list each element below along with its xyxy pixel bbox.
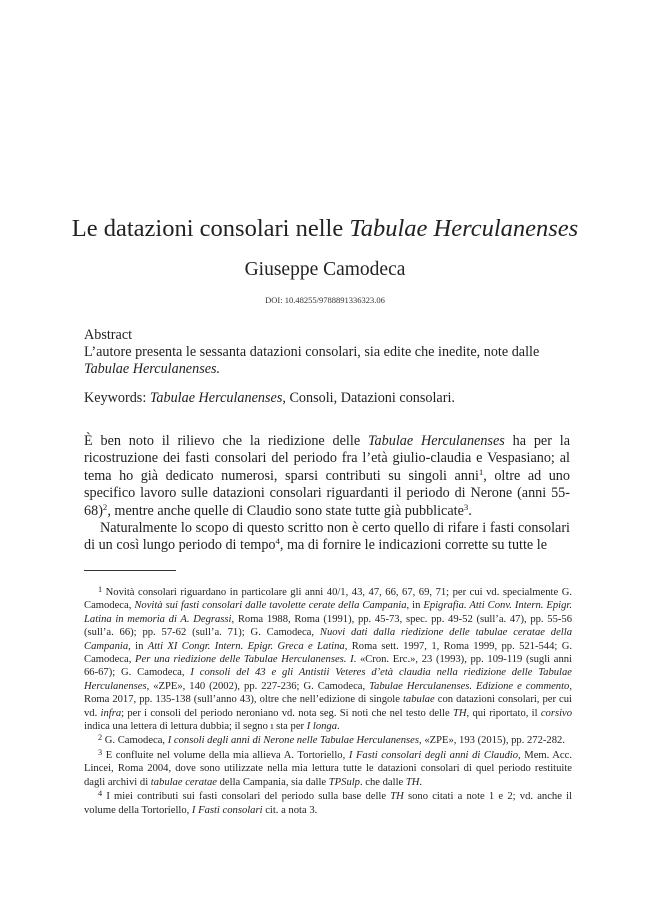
author-name: Giuseppe Camodeca: [244, 259, 406, 280]
title-italic: Tabulae Herculanenses: [349, 215, 579, 242]
footnote-ref-3[interactable]: 3: [463, 501, 469, 512]
footnote-3: $^3$ E confluite nel volume della mia allieva A. Tortoriello, I Fasti consolari degli anni di Claudio, Mem. Acc. Lincei, Roma 2004, dove sono utilizzate nella mia lettura tutte le datazioni consolari di quel periodo restituite dagli archivi di tabulae ceratae della Campania, sia dalle TPSulp. che dalle TH.: [84, 747, 572, 788]
abstract-heading: Abstract: [84, 327, 133, 343]
footnote-ref-1[interactable]: 1: [478, 466, 484, 477]
article-title: [70, 214, 580, 244]
title-text: Le datazioni consolari nelle: [71, 215, 350, 242]
abstract-text: L’autore presenta le sessanta datazioni consolari, sia edite che inedite, note dalle Tabulae Herculanenses.: [84, 344, 540, 377]
footnotes: [84, 586, 572, 818]
abstract: [84, 327, 574, 378]
keywords: Keywords: Tabulae Herculanenses, Consoli, Datazioni consolari.: [84, 390, 455, 406]
body-text: [84, 433, 570, 555]
footnote-1: $^1$ Novità consolari riguardano in particolare gli anni 40/1, 43, 47, 66, 67, 69, 71; per cui vd. specialmente G. Camodeca, Novità sui fasti consolari dalle tavolette cerate della Campania, in Epigrafia. Atti Conv. Intern. Epigr. Latina in memoria di A. Degrassi, Roma 1988, Roma (1991), pp. 45-73, spec. pp. 49-52 (sull’a. 47), pp. 55-56 (sull’a. 66); pp. 57-62 (sull’a. 71); G. Camodeca, Nuovi dati dalla riedizione delle tabulae ceratae della Campania, in Atti XI Congr. Intern. Epigr. Greca e Latina, Roma sett. 1997, 1, Roma 1999, pp. 521-544; G. Camodeca, Per una riedizione delle Tabulae Herculanenses. I. «Cron. Erc.», 23 (1993), pp. 109-119 (sugli anni 66-67); G. Camodeca, I consoli del 43 e gli Antistii Veteres d’età claudia nella riedizione delle Tabulae Herculanenses, «ZPE», 140 (2002), pp. 227-236; G. Camodeca, Tabulae Herculanenses. Edizione e commento, Roma 2017, pp. 135-138 (sull’anno 43), oltre che nell’edizione di singole tabulae con datazioni consolari, per cui vd. infra; per i consoli del periodo neroniano vd. nota seg. Si noti che nel testo delle TH, qui riportato, il corsivo indica una lettera di lettura dubbia; il segno ı sta per I longa.: [84, 585, 573, 733]
footnote-ref-2[interactable]: 2: [102, 501, 108, 512]
paragraph-2: Naturalmente lo scopo di questo scritto non è certo quello di rifare i fasti consolari di un così lungo periodo di tempo$^4$, ma di fornire le indicazioni corrette su tutte le: [84, 520, 570, 554]
paragraph-1: È ben noto il rilievo che la riedizione delle Tabulae Herculanenses ha per la ricostruzione dei fasti consolari del periodo fra l’età giulio-claudia e Vespasiano; al tema ho già dedicato numerosi, sparsi contributi su singoli anni$^1$, oltre ad uno specifico lavoro sulle datazioni consolari riguardanti il periodo di Nerone (anni 55-68)$^2$, mentre anche quelle di Claudio sono state tutte già pubblicate$^3$.: [84, 433, 571, 519]
footnote-2: $^2$ G. Camodeca, I consoli degli anni di Nerone nelle Tabulae Herculanenses, «ZPE», 193 (2015), pp. 272-282.: [98, 733, 565, 747]
doi: DOI: 10.48255/9788891336323.06: [265, 295, 385, 305]
footnote-separator: [84, 570, 176, 571]
footnote-ref-4[interactable]: 4: [275, 536, 280, 547]
footnote-4: $^4$ I miei contributi sui fasti consolari del periodo sulla base delle TH sono citati a note 1 e 2; vd. anche il volume della Tortoriello, I Fasti consolari cit. a nota 3.: [84, 789, 573, 816]
